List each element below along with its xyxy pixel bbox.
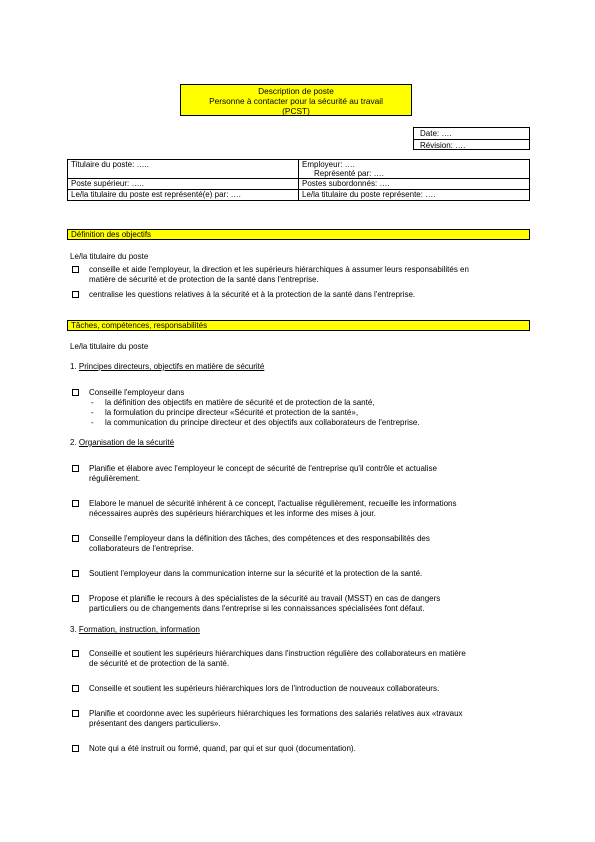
superieur-cell: Poste supérieur: ….. (68, 179, 299, 190)
list-item-line: Planifie et élabore avec l'employeur le concept de sécurité de l'entreprise qu'il contrôle et actualise (89, 464, 437, 473)
list-item-line: collaborateurs de l'entreprise. (89, 543, 194, 553)
checkbox[interactable] (72, 570, 79, 577)
list-item-line: matière de sécurité et de protection de la santé dans l'entreprise. (89, 274, 319, 284)
list-item (89, 499, 529, 518)
list-item: Conseille l'employeur dans (89, 388, 185, 397)
dash-item: la communication du principe directeur et des objectifs aux collaborateurs de l'entreprise. (105, 418, 420, 427)
titulaire-cell: Titulaire du poste: ….. (68, 160, 299, 179)
date-field: Date: …. (420, 129, 452, 138)
employeur-cell (299, 160, 530, 179)
checkbox[interactable] (72, 266, 79, 273)
checkbox[interactable] (72, 389, 79, 396)
list-item: Soutient l'employeur dans la communication interne sur la sécurité et la protection de la santé. (89, 569, 423, 578)
checkbox[interactable] (72, 535, 79, 542)
checkbox[interactable] (72, 650, 79, 657)
list-item-line: particuliers ou de changements dans l'entreprise si les connaissances spécialisées font défaut. (89, 603, 425, 613)
represente-label: Représenté par: …. (314, 169, 384, 178)
list-item-line: conseille et aide l'employeur, la direction et les supérieurs hiérarchiques à assumer leurs responsabilités en (89, 265, 469, 274)
dash-item: la formulation du principe directeur «Sécurité et protection de la santé», (105, 408, 359, 417)
document-title-box (180, 84, 412, 116)
list-item (89, 649, 529, 668)
section1-intro: Le/la titulaire du poste (70, 252, 149, 261)
list-item: Conseille et soutient les supérieurs hiérarchiques lors de l'introduction de nouveaux collaborateurs. (89, 684, 440, 693)
list-item-line: de sécurité et de protection de la santé. (89, 658, 230, 668)
title-line-3: (PCST) (282, 106, 310, 116)
checkbox[interactable] (72, 500, 79, 507)
section-heading-taches: Tâches, compétences, responsabilités (67, 320, 530, 331)
revision-field: Révision: …. (414, 139, 529, 151)
dash-bullet: - (91, 398, 94, 407)
list-item-line: Planifie et coordonne avec les supérieurs hiérarchiques les formations des salariés relatives aux «travaux (89, 709, 463, 718)
subsection-title: Organisation de la sécurité (78, 438, 175, 447)
list-item-line: Propose et planifie le recours à des spécialistes de la sécurité au travail (MSST) en cas de dangers (89, 594, 441, 603)
list-item (89, 709, 529, 728)
list-item (89, 594, 529, 613)
list-item (89, 534, 529, 553)
subsection-2-heading (70, 438, 174, 448)
employeur-label: Employeur: …. (302, 160, 355, 169)
subsection-number: 1. (70, 362, 79, 371)
represente-qui-cell: Le/la titulaire du poste représente: …. (299, 190, 530, 201)
title-line-1: Description de poste (258, 86, 334, 96)
subsection-1-heading (70, 362, 264, 372)
list-item-line: régulièrement. (89, 473, 141, 483)
checkbox[interactable] (72, 685, 79, 692)
subsection-title: Principes directeurs, objectifs en matière de sécurité (78, 362, 265, 371)
checkbox[interactable] (72, 291, 79, 298)
list-item-line: Conseille l'employeur dans la définition des tâches, des compétences et des responsabilités des (89, 534, 430, 543)
subsection-3-heading (70, 625, 200, 635)
checkbox[interactable] (72, 595, 79, 602)
list-item (89, 265, 529, 284)
checkbox[interactable] (72, 465, 79, 472)
list-item-line: présentant des dangers particuliers». (89, 718, 221, 728)
dash-bullet: - (91, 408, 94, 417)
date-revision-box (413, 127, 530, 150)
checkbox[interactable] (72, 745, 79, 752)
list-item-line: Conseille et soutient les supérieurs hiérarchiques dans l'instruction régulière des collaborateurs en matière (89, 649, 466, 658)
list-item: Note qui a été instruit ou formé, quand, par qui et sur quoi (documentation). (89, 744, 356, 753)
list-item: centralise les questions relatives à la sécurité et à la protection de la santé dans l'entreprise. (89, 290, 416, 299)
dash-item: la définition des objectifs en matière de sécurité et de protection de la santé, (105, 398, 375, 407)
section-heading-objectifs: Définition des objectifs (67, 229, 530, 240)
subordonnes-cell: Postes subordonnés: …. (299, 179, 530, 190)
list-item (89, 464, 529, 483)
subsection-title: Formation, instruction, information (78, 625, 200, 634)
represente-par-cell: Le/la titulaire du poste est représenté(e) par: …. (68, 190, 299, 201)
subsection-number: 2. (70, 438, 79, 447)
checkbox[interactable] (72, 710, 79, 717)
job-info-table (67, 159, 530, 201)
title-line-2: Personne à contacter pour la sécurité au travail (209, 96, 383, 106)
list-item-line: nécessaires auprès des supérieurs hiérarchiques et les informe des mises à jour. (89, 508, 376, 518)
dash-bullet: - (91, 418, 94, 427)
list-item-line: Elabore le manuel de sécurité inhérent à ce concept, l'actualise régulièrement, recueille les informations (89, 499, 457, 508)
section2-intro: Le/la titulaire du poste (70, 342, 149, 351)
subsection-number: 3. (70, 625, 79, 634)
